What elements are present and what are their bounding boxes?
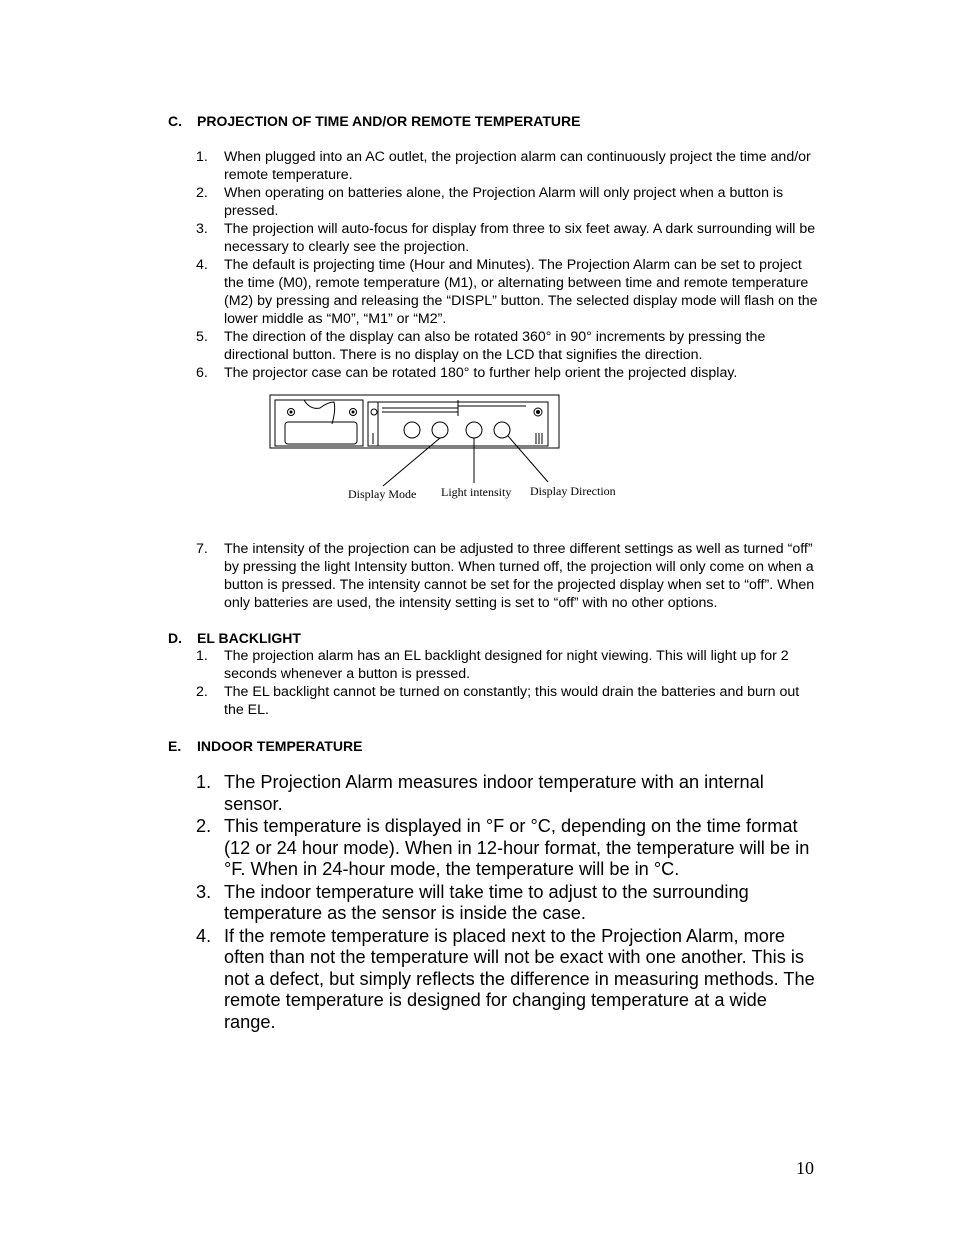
item-number: 2. xyxy=(196,684,208,700)
display-mode-label: Display Mode xyxy=(348,487,417,501)
item-number: 7. xyxy=(196,541,208,557)
item-text: This temperature is displayed in °F or °C, depending on the time format (12 or 24 hour mode). When in 12-hour format, the temperature will be in °F. When in 24-hour mode, the temperature will be in °C. xyxy=(224,816,810,879)
section-c-letter: C. xyxy=(168,113,182,129)
section-c-list-continued xyxy=(196,540,818,612)
button-panel xyxy=(378,402,548,446)
item-text: The projector case can be rotated 180° to further help orient the projected display. xyxy=(224,365,738,381)
item-text: The Projection Alarm measures indoor temperature with an internal sensor. xyxy=(224,772,764,814)
item-number: 6. xyxy=(196,365,208,381)
section-d-title: EL BACKLIGHT xyxy=(197,630,301,646)
left-compartment xyxy=(285,422,357,444)
section-e-title: INDOOR TEMPERATURE xyxy=(197,738,363,754)
list-item xyxy=(196,148,818,184)
list-item xyxy=(196,683,818,719)
section-c-title: PROJECTION OF TIME AND/OR REMOTE TEMPERATURE xyxy=(197,113,581,129)
list-item xyxy=(196,328,818,364)
pointer-line xyxy=(383,438,440,486)
item-text: When operating on batteries alone, the Projection Alarm will only project when a button is pressed. xyxy=(224,185,784,219)
item-number: 2. xyxy=(196,185,208,201)
list-item xyxy=(196,816,818,881)
display-direction-label: Display Direction xyxy=(530,484,616,498)
item-number: 4. xyxy=(196,257,208,273)
light-intensity-button xyxy=(466,422,482,438)
item-text: When plugged into an AC outlet, the projection alarm can continuously project the time and/or remote temperature. xyxy=(224,149,811,183)
display-direction-button xyxy=(494,422,510,438)
screw-icon xyxy=(371,409,377,415)
item-text: The projection alarm has an EL backlight designed for night viewing. This will light up for 2 seconds whenever a button is pressed. xyxy=(224,648,789,682)
display-mode-button xyxy=(432,422,448,438)
light-intensity-label: Light intensity xyxy=(441,485,512,499)
item-number: 1. xyxy=(196,772,212,792)
section-e-letter: E. xyxy=(168,738,182,754)
section-e-list xyxy=(196,772,818,1034)
item-number: 3. xyxy=(196,221,208,237)
list-item xyxy=(196,220,818,256)
item-number: 1. xyxy=(196,149,208,165)
clip-shape xyxy=(304,400,335,424)
item-number: 4. xyxy=(196,925,212,946)
item-text: The EL backlight cannot be turned on constantly; this would drain the batteries and burn out the EL. xyxy=(224,684,800,718)
item-number: 3. xyxy=(196,881,212,902)
item-text: The default is projecting time (Hour and Minutes). The Projection Alarm can be set to project the time (M0), remote temperature (M1), or alternating between time and remote temperature (M2) by pressing and releasing the “DISPL” button. The selected display mode will flash on the lower middle as “M0”, “M1” or “M2”. xyxy=(224,257,818,327)
list-item xyxy=(196,364,818,382)
section-c-list xyxy=(196,148,818,382)
item-text: If the remote temperature is placed next to the Projection Alarm, more often than not the temperature will not be exact with one another. This is not a defect, but simply reflects the difference in measuring methods. The remote temperature is designed for changing temperature at a wide range. xyxy=(224,925,815,1032)
list-item xyxy=(196,647,818,683)
item-number: 2. xyxy=(196,816,212,836)
section-d-letter: D. xyxy=(168,630,182,646)
section-d-list xyxy=(196,647,818,719)
list-item xyxy=(196,540,818,612)
item-number: 5. xyxy=(196,329,208,345)
list-item xyxy=(196,882,818,925)
list-item xyxy=(196,926,818,1034)
button-icon xyxy=(404,422,420,438)
list-item xyxy=(196,772,818,815)
section-d-heading xyxy=(168,629,788,647)
item-text: The intensity of the projection can be adjusted to three different settings as well as turned “off” by pressing the light Intensity button. When turned off, the projection will only come on when a button is pressed. The intensity cannot be set for the projected display when set to “off”. When only batteries are used, the intensity setting is set to “off” with no other options. xyxy=(224,541,815,611)
left-panel xyxy=(275,400,363,446)
list-item xyxy=(196,256,818,328)
page-number: 10 xyxy=(796,1158,814,1178)
item-text: The indoor temperature will take time to adjust to the surrounding temperature as the sensor is inside the case. xyxy=(224,881,749,923)
item-text: The projection will auto-focus for display from three to six feet away. A dark surrounding will be necessary to clearly see the projection. xyxy=(224,221,816,255)
section-e-heading xyxy=(168,737,788,755)
section-c-heading xyxy=(168,112,788,130)
item-text: The direction of the display can also be rotated 360° in 90° increments by pressing the directional button. There is no display on the LCD that signifies the direction. xyxy=(224,329,766,363)
item-number: 1. xyxy=(196,648,208,664)
list-item xyxy=(196,184,818,220)
